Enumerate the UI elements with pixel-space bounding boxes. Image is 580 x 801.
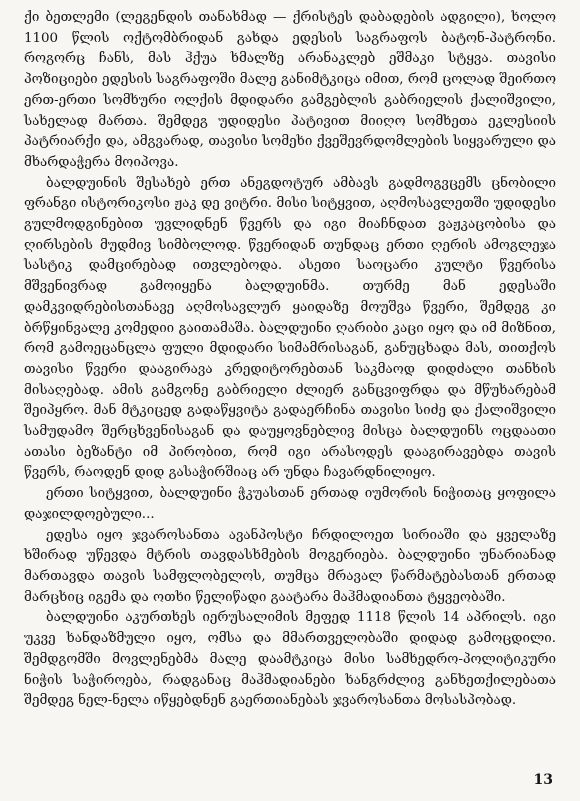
paragraph: ედესა იყო ჯვაროსანთა ავანპოსტი ჩრდილოეთ სირიაში და ყველაზე ხშირად უწევდა მტრის თავდასხმების მოგერიება. ბალდუინი უნარიანად მართავდა თავის სამფლობელოს, თუმცა მრავალ წარმატებასთან ერთად მარცხიც იგემა და ოთხი წელიწადი გაატარა მაჰმადიანთა ტყვეობაში. [24, 527, 556, 605]
paragraph: ერთი სიტყვით, ბალდუინი ჭკუასთან ერთად იუმორის ნიჭითაც ყოფილა დაჯილდოებული... [24, 486, 556, 522]
paragraph: ბალდუინი აკურთხეს იერუსალიმის მეფედ 1118 წლის 14 აპრილს. იგი უკვე ხანდაზმული იყო, ომსა და მმართველობაში დიდად გამოცდილი. შემდგომში მოვლენებმა მალე დაამტკიცა მისი სამხედრო-პოლიტიკური ნიჭის საჭიროება, რადგანაც მაჰმადიანები ხანგრძლივ განხეთქილებათა შემდეგ ნელ-ნელა იწყებდნენ გაერთიანებას ჯვაროსანთა მოსასპობად. [24, 610, 556, 709]
paragraph: ბალდუინის შესახებ ერთ ანეგდოტურ ამბავს გადმოგვცემს ცნობილი ფრანგი ისტორიკოსი ჟაკ დე ვიტრი. მისი სიტყვით, აღმოსავლეთში უდიდესი გულმოდგინებით უვლიდნენ წვერს და იგი მიაჩნდათ ვაჟკაცობისა და ღირსების მუდმივ სიმბოლოდ. წვერიდან თუნდაც ერთი ღერის ამოგლეჯა სასტიკ დამცირებად ითვლებოდა. ასეთი საოცარი კულტი წვერისა მშვენივრად გამოიყენა ბალდუინმა. თურმე მან ედესაში დამკვიდრებისთანავე აღმოსავლურ ყაიდაზე მოუშვა წვერი, შემდეგ კი ბრწყინვალე კომედიი გაითამაშა. ბალდუინი ღარიბი კაცი იყო და იმ მიზნით, რომ გამოეცანცლა ფული მდიდარი სიმამრისაგან, განუცხადა მას, თითქოს თავისი წვერი დააგირავა კრედიტორებთან საკმაოდ დიდძალი თანხის მისაღებად. ამის გამგონე გაბრიელი ძლიერ განცვიფრდა და მწუხარებამ შეიპყრო. მან მტკიცედ გადაწყვიტა გადაერჩინა თავისი სიძე და ქალიშვილი სამუდამო შერცხვენისაგან და დაუყოვნებლივ მისცა ბალდუინს ოცდაათი ათასი ბეზანტი იმ პირობით, რომ იგი არასოდეს დააგირავებდა თავის წვერს, რაოდენ დიდ გასაჭირშიაც არ უნდა ჩავარდნილიყო. [24, 175, 556, 481]
paragraph: ქი ბეთლემი (ლეგენდის თანახმად — ქრისტეს დაბადების ადგილი), ხოლო 1100 წლის ოქტომბრიდან გახდა ედესის საგრაფოს ბატონ-პატრონი. როგორც ჩანს, მას ჰქუა ხმალზე არანაკლებ ეშმაკი სტყვა. თავისი პოზიციები ედესის საგრაფოში მალე განიმტკიცა იმით, რომ ცოლად შეირთო ერთ-ერთი სომხური ოლქის მდიდარი გამგებლის გაბრიელის ქალიშვილი, სახელად მართა. შემდეგ უდიდესი პატივით მიიღო სომხეთა ეკლესიის პატრიარქი და, ამგვარად, თავისი სომეხი ქვეშევრდომლების სიყვარული და მხარდაჭერა მოიპოვა. [24, 10, 556, 170]
page-number: 13 [533, 772, 553, 788]
page-text [24, 8, 556, 712]
